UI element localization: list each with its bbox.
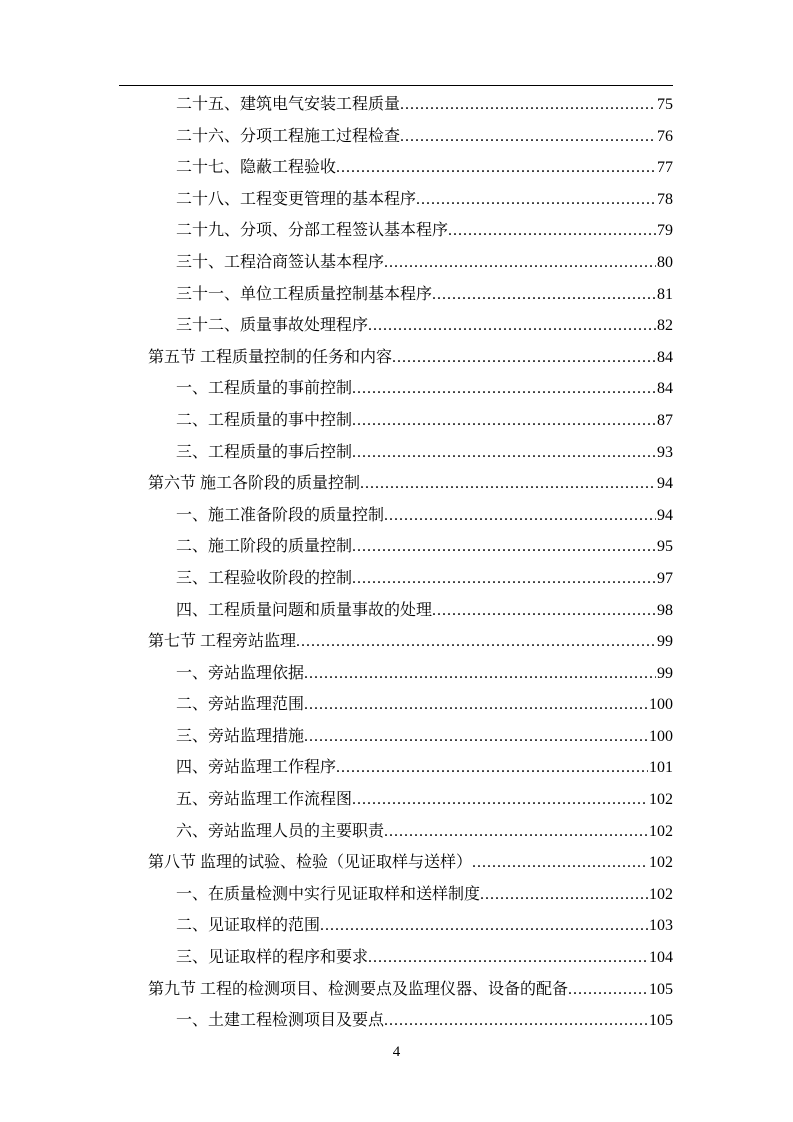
toc-entry-title: 二十八、工程变更管理的基本程序 xyxy=(176,190,417,208)
toc-entry[interactable] xyxy=(120,279,673,311)
toc-entry-title: 三、旁站监理措施 xyxy=(176,727,305,745)
toc-entry-title: 二十六、分项工程施工过程检查 xyxy=(176,127,401,145)
toc-entry[interactable] xyxy=(120,152,673,184)
toc-entry-title: 二十五、建筑电气安装工程质量 xyxy=(176,96,401,113)
toc-entry[interactable] xyxy=(120,974,673,1006)
toc-entry[interactable] xyxy=(120,816,673,848)
toc-entry[interactable] xyxy=(120,310,673,342)
toc-leader-dots xyxy=(400,89,656,121)
toc-entry-title: 二、旁站监理范围 xyxy=(176,696,305,714)
toc-entry[interactable] xyxy=(120,784,673,816)
toc-leader-dots xyxy=(416,184,656,216)
footer-page-number: 4 xyxy=(392,1044,401,1060)
toc-entry-page: 79 xyxy=(657,222,673,240)
toc-entry[interactable] xyxy=(120,373,673,405)
toc-entry-title: 第五节 工程质量控制的任务和内容 xyxy=(148,348,393,366)
toc-entry[interactable] xyxy=(120,342,673,374)
toc-leader-dots xyxy=(304,658,656,690)
toc-entry-page: 102 xyxy=(649,822,673,840)
toc-entry[interactable] xyxy=(120,626,673,658)
toc-entry-title: 第九节 工程的检测项目、检测要点及监理仪器、设备的配备 xyxy=(148,980,569,998)
toc-entry-page: 94 xyxy=(657,475,673,493)
toc-entry-title: 一、旁站监理依据 xyxy=(176,664,305,682)
toc-entry[interactable] xyxy=(120,595,673,627)
toc-entry[interactable] xyxy=(120,563,673,595)
toc-entry-title: 一、在质量检测中实行见证取样和送样制度 xyxy=(176,885,481,903)
toc-entry[interactable] xyxy=(120,437,673,469)
toc-entry-title: 四、旁站监理工作程序 xyxy=(176,759,337,777)
toc-entry-page: 75 xyxy=(657,96,673,113)
toc-entry-page: 78 xyxy=(657,190,673,208)
toc-leader-dots xyxy=(400,121,656,153)
toc-entry-title: 三十二、质量事故处理程序 xyxy=(176,317,369,335)
toc-leader-dots xyxy=(432,595,656,627)
toc-entry-title: 三十、工程洽商签认基本程序 xyxy=(176,253,385,271)
toc-entry-title: 三、工程验收阶段的控制 xyxy=(176,569,353,587)
toc-entry-page: 105 xyxy=(649,1012,673,1030)
toc-entry-page: 100 xyxy=(649,696,673,714)
toc-leader-dots xyxy=(352,405,656,437)
toc-entry[interactable] xyxy=(120,910,673,942)
toc-leader-dots xyxy=(352,531,656,563)
toc-entry-title: 一、工程质量的事前控制 xyxy=(176,380,353,398)
toc-entry[interactable] xyxy=(120,500,673,532)
toc-leader-dots xyxy=(368,942,648,974)
table-of-contents xyxy=(120,89,673,1037)
toc-entry-title: 第八节 监理的试验、检验（见证取样与送样） xyxy=(148,854,473,872)
toc-entry[interactable] xyxy=(120,942,673,974)
toc-leader-dots xyxy=(296,626,656,658)
toc-entry-page: 98 xyxy=(657,601,673,619)
toc-entry-page: 77 xyxy=(657,159,673,177)
toc-entry-page: 76 xyxy=(657,127,673,145)
toc-entry-title: 二、施工阶段的质量控制 xyxy=(176,538,353,556)
toc-entry-page: 101 xyxy=(649,759,673,777)
toc-entry-page: 100 xyxy=(649,727,673,745)
toc-entry-title: 五、旁站监理工作流程图 xyxy=(176,791,353,809)
toc-entry-page: 97 xyxy=(657,569,673,587)
toc-entry-page: 84 xyxy=(657,380,673,398)
toc-leader-dots xyxy=(304,721,648,753)
toc-entry[interactable] xyxy=(120,215,673,247)
toc-entry-page: 94 xyxy=(657,506,673,524)
toc-entry-page: 81 xyxy=(657,285,673,303)
toc-entry-title: 二十七、隐蔽工程验收 xyxy=(176,159,337,177)
toc-leader-dots xyxy=(432,279,656,311)
toc-entry[interactable] xyxy=(120,468,673,500)
toc-leader-dots xyxy=(320,910,648,942)
toc-leader-dots xyxy=(352,563,656,595)
toc-leader-dots xyxy=(384,1005,648,1037)
toc-leader-dots xyxy=(352,784,648,816)
toc-entry-page: 80 xyxy=(657,253,673,271)
toc-entry-page: 82 xyxy=(657,317,673,335)
toc-entry-title: 一、施工准备阶段的质量控制 xyxy=(176,506,385,524)
toc-leader-dots xyxy=(336,752,648,784)
toc-entry-title: 二、工程质量的事中控制 xyxy=(176,411,353,429)
toc-entry[interactable] xyxy=(120,184,673,216)
toc-entry-page: 102 xyxy=(649,885,673,903)
toc-entry[interactable] xyxy=(120,847,673,879)
toc-leader-dots xyxy=(304,689,648,721)
toc-entry-page: 84 xyxy=(657,348,673,366)
toc-entry-page: 104 xyxy=(649,949,673,967)
toc-entry-page: 99 xyxy=(657,664,673,682)
toc-leader-dots xyxy=(568,974,648,1006)
toc-leader-dots xyxy=(336,152,656,184)
toc-leader-dots xyxy=(472,847,648,879)
toc-entry[interactable] xyxy=(120,689,673,721)
toc-entry[interactable] xyxy=(120,1005,673,1037)
toc-entry[interactable] xyxy=(120,89,673,121)
toc-entry-page: 102 xyxy=(649,854,673,872)
toc-leader-dots xyxy=(392,342,656,374)
toc-leader-dots xyxy=(352,437,656,469)
toc-entry-page: 87 xyxy=(657,411,673,429)
toc-entry-page: 93 xyxy=(657,443,673,461)
toc-leader-dots xyxy=(480,879,648,911)
toc-entry-title: 六、旁站监理人员的主要职责 xyxy=(176,822,385,840)
toc-entry-title: 三、见证取样的程序和要求 xyxy=(176,949,369,967)
toc-entry-page: 105 xyxy=(649,980,673,998)
toc-leader-dots xyxy=(384,247,656,279)
toc-entry-page: 99 xyxy=(657,633,673,651)
toc-entry[interactable] xyxy=(120,121,673,153)
toc-entry-page: 95 xyxy=(657,538,673,556)
toc-entry-title: 四、工程质量问题和质量事故的处理 xyxy=(176,601,433,619)
toc-entry-page: 102 xyxy=(649,791,673,809)
toc-entry[interactable] xyxy=(120,405,673,437)
header-rule xyxy=(119,85,673,86)
toc-entry-title: 三、工程质量的事后控制 xyxy=(176,443,353,461)
toc-leader-dots xyxy=(448,215,656,247)
toc-entry-title: 一、土建工程检测项目及要点 xyxy=(176,1012,385,1030)
toc-entry[interactable] xyxy=(120,658,673,690)
toc-entry-title: 二、见证取样的范围 xyxy=(176,917,321,935)
toc-entry-title: 三十一、单位工程质量控制基本程序 xyxy=(176,285,433,303)
toc-entry[interactable] xyxy=(120,247,673,279)
toc-entry[interactable] xyxy=(120,531,673,563)
toc-leader-dots xyxy=(384,500,656,532)
toc-entry[interactable] xyxy=(120,752,673,784)
toc-leader-dots xyxy=(360,468,656,500)
toc-leader-dots xyxy=(368,310,656,342)
toc-entry[interactable] xyxy=(120,879,673,911)
toc-entry-title: 第七节 工程旁站监理 xyxy=(148,633,297,651)
toc-leader-dots xyxy=(352,373,656,405)
toc-entry-title: 第六节 施工各阶段的质量控制 xyxy=(148,475,361,493)
toc-leader-dots xyxy=(384,816,648,848)
toc-entry-page: 103 xyxy=(649,917,673,935)
toc-entry-title: 二十九、分项、分部工程签认基本程序 xyxy=(176,222,449,240)
toc-entry[interactable] xyxy=(120,721,673,753)
